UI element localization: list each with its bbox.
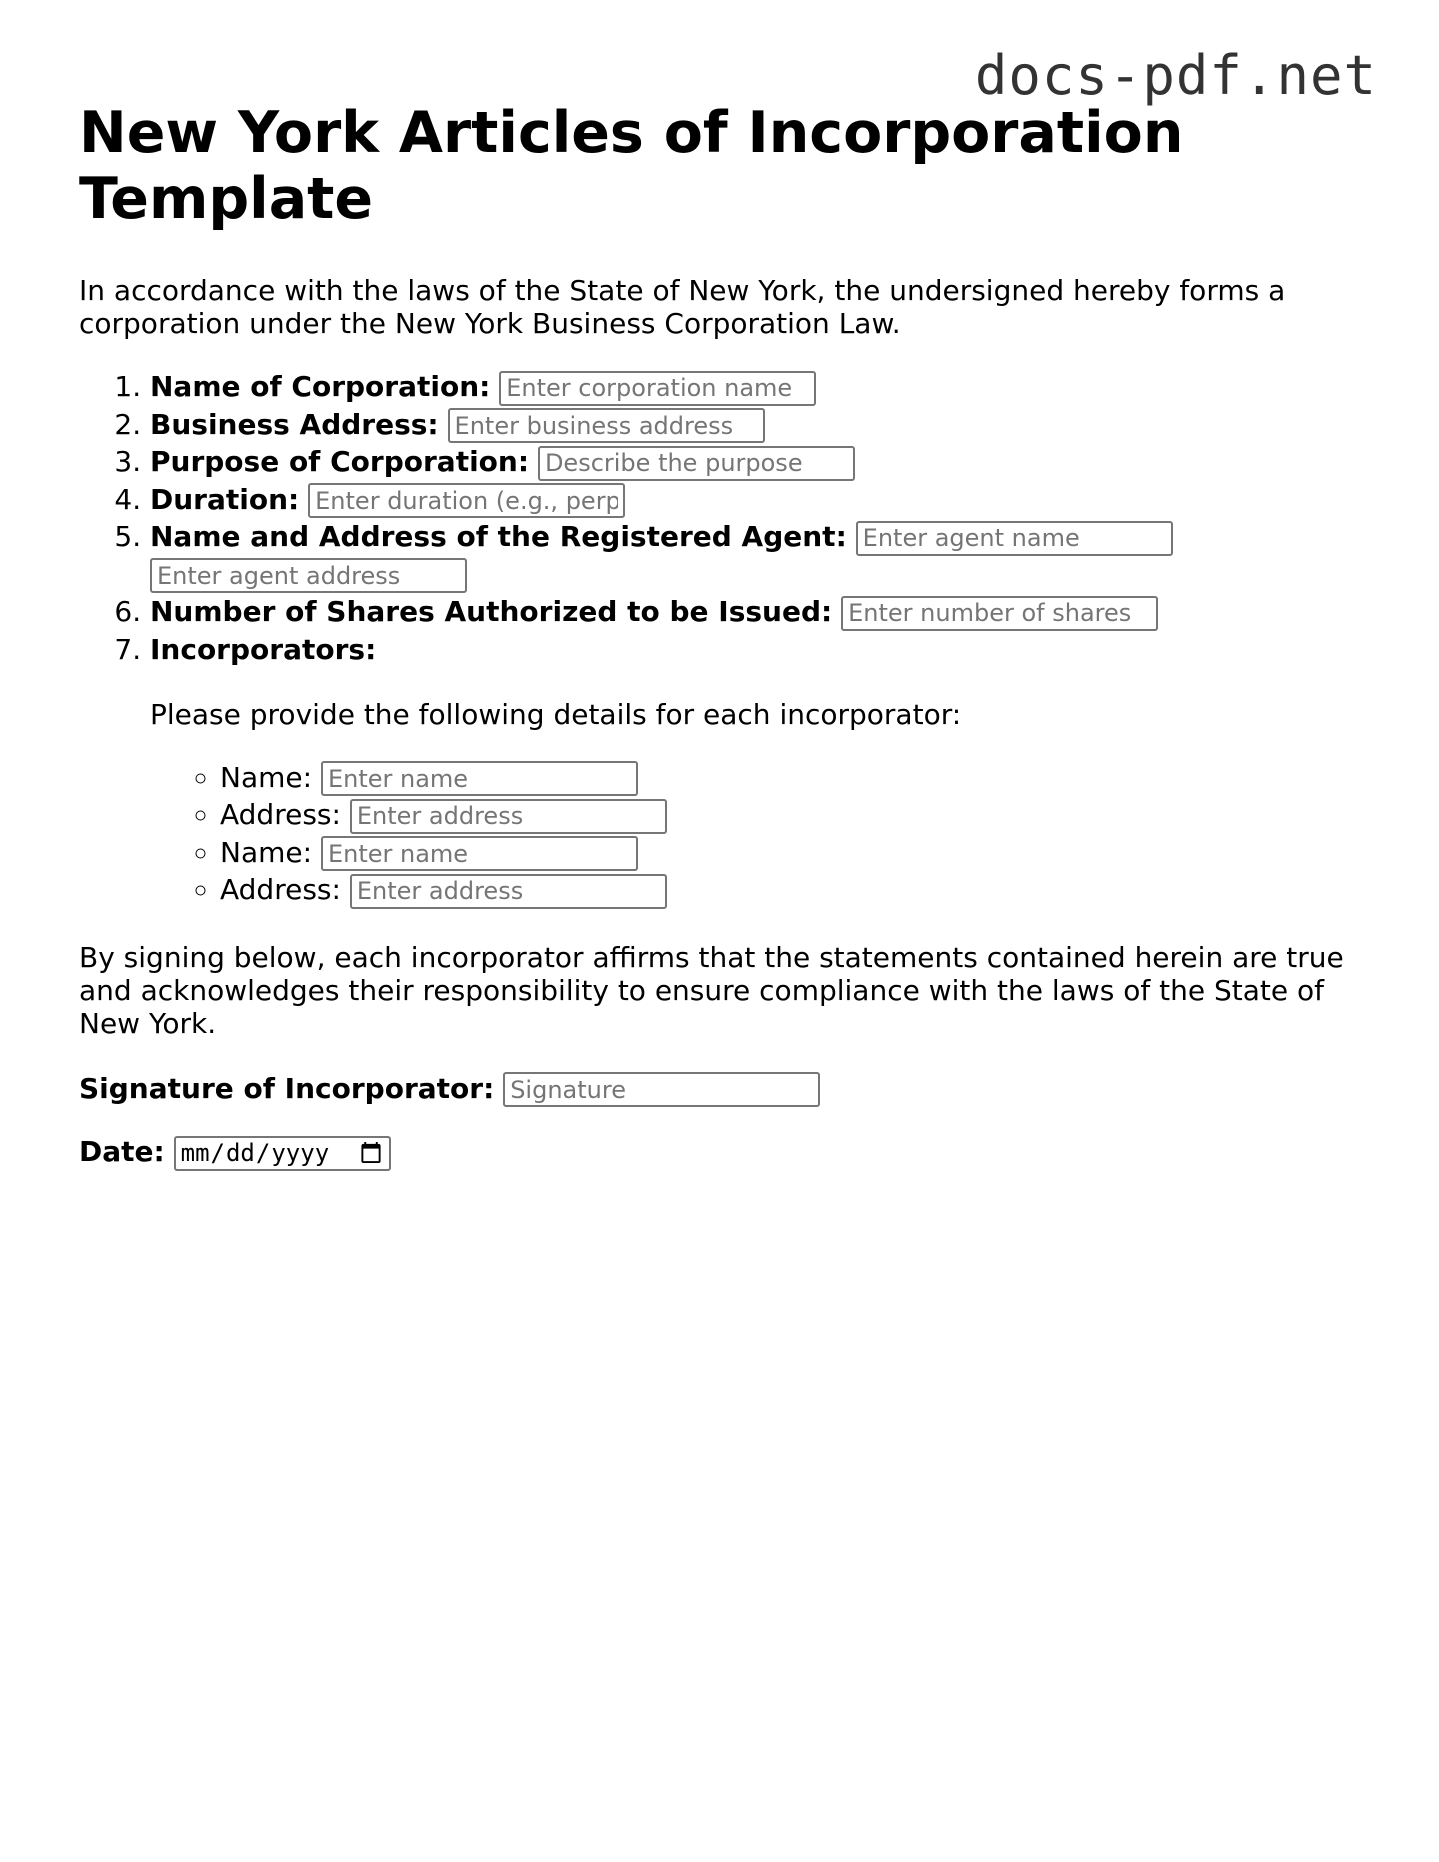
article-corp-name (150, 368, 1379, 406)
article-incorporators (150, 631, 1379, 909)
shares-label: Number of Shares Authorized to be Issued: (150, 595, 833, 628)
date-row (79, 1133, 1379, 1171)
corp-name-label: Name of Corporation: (150, 370, 491, 403)
article-duration (150, 481, 1379, 519)
watermark: docs-pdf.net (974, 44, 1377, 107)
incorporator-2-name-input[interactable] (321, 836, 638, 871)
agent-address-input[interactable] (150, 558, 467, 593)
incorporator-address-label: Address: (220, 798, 341, 831)
incorporators-instructions: Please provide the following details for each incorporator: (150, 697, 962, 731)
agent-name-input[interactable] (856, 521, 1173, 556)
incorporator-address-item (220, 796, 1379, 834)
articles-list (79, 368, 1379, 909)
agent-label: Name and Address of the Registered Agent: (150, 520, 847, 553)
incorporator-name-label: Name: (220, 835, 313, 869)
business-address-label: Business Address: (150, 407, 439, 441)
closing-paragraph: By signing below, each incorporator affirms that the statements contained herein are true and acknowledges their responsibility to ensure compliance with the laws of the State of New York. (79, 940, 1344, 1040)
date-input[interactable] (174, 1136, 391, 1171)
incorporators-label: Incorporators: (150, 632, 377, 666)
duration-input[interactable] (308, 483, 625, 518)
incorporator-1-name-input[interactable] (321, 761, 638, 796)
incorporator-address-label: Address: (220, 873, 341, 906)
signature-input[interactable] (503, 1072, 820, 1107)
incorporator-address-item (220, 871, 1379, 909)
duration-label: Duration: (150, 482, 300, 516)
corp-name-input[interactable] (499, 371, 816, 406)
article-shares (150, 593, 1379, 631)
shares-input[interactable] (841, 596, 1158, 631)
signature-row (79, 1070, 1379, 1108)
incorporator-name-label: Name: (220, 760, 313, 794)
article-purpose (150, 443, 1379, 481)
page-title: New York Articles of Incorporation Template (79, 100, 1184, 232)
incorporators-list (150, 759, 1379, 909)
article-registered-agent (150, 518, 1379, 593)
article-business-address (150, 406, 1379, 444)
incorporator-2-address-input[interactable] (350, 874, 667, 909)
incorporator-name-item (220, 834, 1379, 872)
signature-label: Signature of Incorporator: (79, 1071, 495, 1105)
document-page (79, 100, 1379, 1171)
intro-paragraph: In accordance with the laws of the State of New York, the undersigned hereby forms a corporation under the New York Business Corporation Law. (79, 274, 1286, 340)
date-label: Date: (79, 1135, 165, 1168)
incorporator-name-item (220, 759, 1379, 797)
incorporator-1-address-input[interactable] (350, 799, 667, 834)
business-address-input[interactable] (448, 408, 765, 443)
purpose-label: Purpose of Corporation: (150, 445, 530, 478)
purpose-input[interactable] (538, 446, 855, 481)
